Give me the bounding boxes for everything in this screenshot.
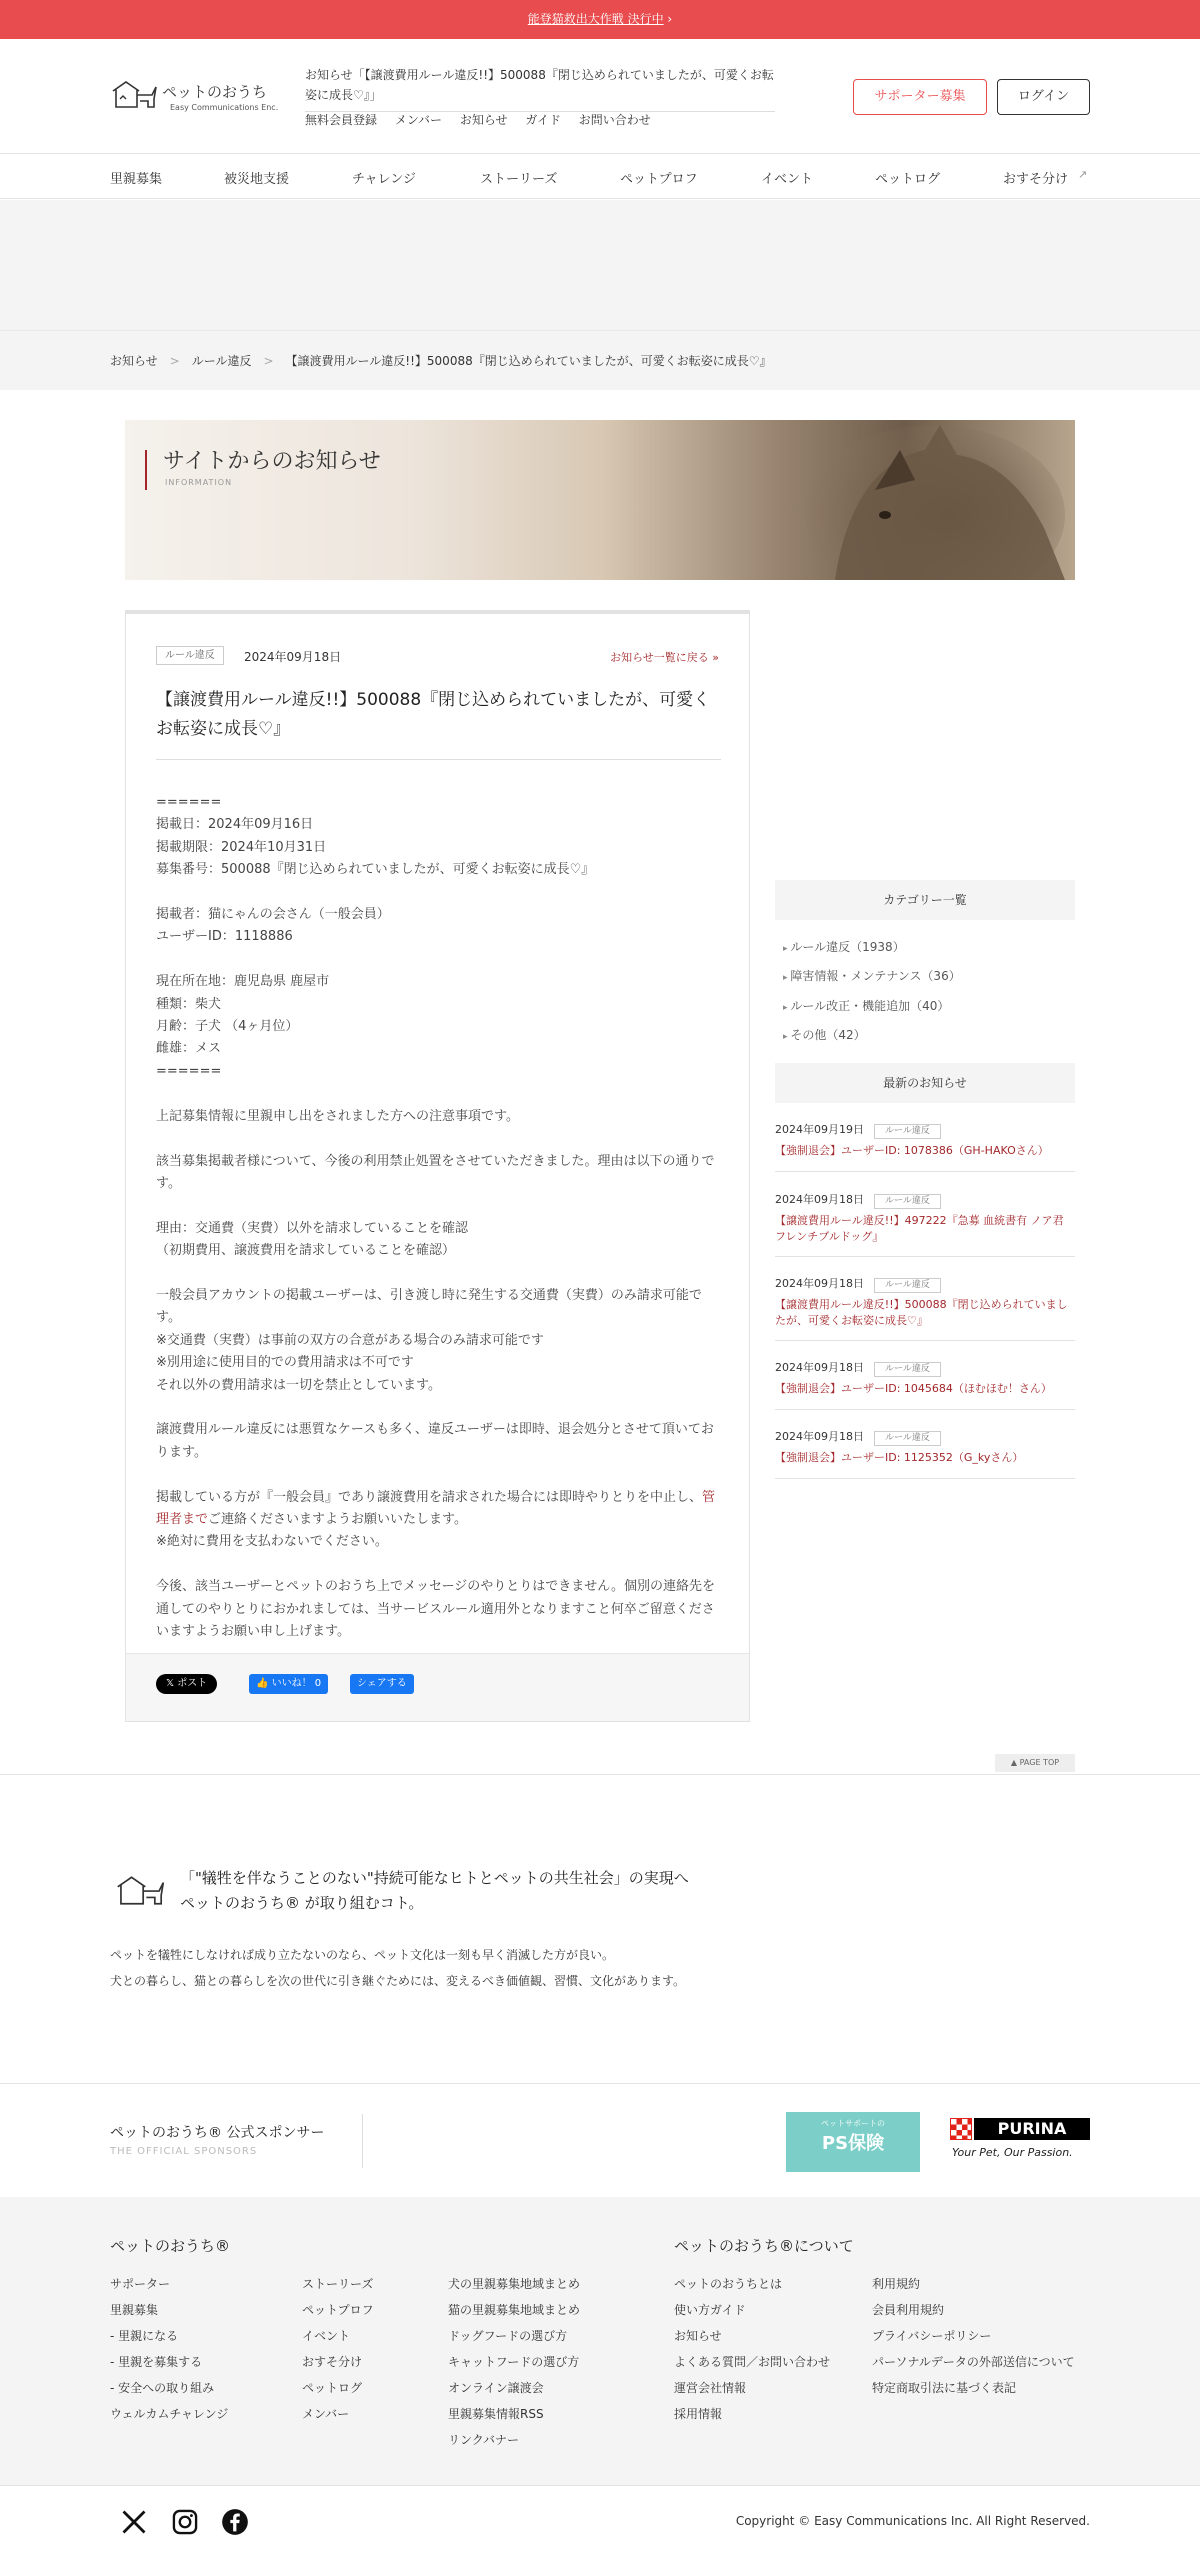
facebook-like-button[interactable]: 👍 いいね！ 0: [249, 1674, 328, 1694]
external-link-icon: ↗: [1078, 168, 1088, 181]
footer-link[interactable]: 特定商取引法に基づく表記: [872, 2381, 1017, 2395]
purina-logo-text: PURINA: [974, 2118, 1090, 2140]
footer-link[interactable]: ストーリーズ: [302, 2277, 374, 2291]
nav-item-disaster[interactable]: 被災地支援: [224, 172, 290, 187]
news-date: 2024年09月18日: [775, 1193, 864, 1206]
facebook-icon[interactable]: [221, 2508, 249, 2536]
article-body-text: ====== 掲載日：2024年09月16日 掲載期限：2024年10月31日 募集番号：500088『閉じ込められていましたが、可愛くお転姿に成長♡』 掲載者：猫にゃんの会さん（一般会員） ユーザーID：1118886 現在所在地：鹿児島県 鹿屋市 種類：柴犬 月齢：子犬 （4ヶ月位） 雌雄：メス ====== 上記募集情報に里親申し出をされました方への注意事項です。 該当募集掲載者様について、今後の利用禁止処置をさせていただきました。理由は以下の通りです。 理由：交通費（実費）以外を請求していることを確認 （初期費用、譲渡費用を請求していることを確認） 一般会員アカウントの掲載ユーザーは、引き渡し時に発生する交通費（実費）のみ請求可能です。 ※交通費（実費）は事前の双方の合意がある場合のみ請求可能です ※別用途に使用目的での費用請求は不可です それ以外の費用請求は一切を禁止としています。 譲渡費用ルール違反には悪質なケースも多く、違反ユーザーは即時、退会処分とさせて頂いております。 掲載している方が『一般会員』であり譲渡費用を請求された場合には即時やりとりを中止し、: [156, 795, 715, 1505]
news-item[interactable]: [775, 1275, 1075, 1341]
news-item[interactable]: [775, 1191, 1075, 1257]
footer-link[interactable]: - 里親を募集する: [110, 2355, 203, 2369]
latest-news-heading: 最新のお知らせ: [775, 1063, 1075, 1103]
ps-logo-small-text: ペットサポートの: [821, 2119, 885, 2128]
mission-text: [110, 1942, 685, 1994]
site-header: [0, 39, 1200, 154]
mission-line-2: ペットのおうち® が取り組むコト。: [180, 1894, 424, 1912]
house-logo-icon: [110, 1872, 170, 1908]
hero-title: サイトからのお知らせ: [163, 449, 381, 474]
breadcrumb-current: 【譲渡費用ルール違反!!】500088『閉じ込められていましたが、可愛くお転姿に成長♡』: [285, 354, 772, 368]
footer-link[interactable]: ペットのおうちとは: [674, 2277, 783, 2291]
footer-column: [110, 2271, 228, 2427]
chevron-right-icon: >: [263, 354, 274, 368]
news-item[interactable]: [775, 1121, 1075, 1172]
footer-link[interactable]: ペットログ: [302, 2381, 363, 2395]
nav-item-challenge[interactable]: チャレンジ: [352, 172, 416, 187]
mission-paragraph: ペットを犠牲にしなければ成り立たないのなら、ペット文化は一刻も早く消滅した方が良い。: [110, 1948, 615, 1962]
footer-link[interactable]: - 安全への取り組み: [110, 2381, 215, 2395]
article: [125, 610, 750, 1722]
nav-item-petlog[interactable]: ペットログ: [875, 172, 941, 187]
footer-link[interactable]: 利用規約: [872, 2277, 921, 2291]
mission-paragraph: 犬との暮らし、猫との暮らしを次の世代に引き継ぐためには、変えるべき価値観、習慣、文化があります。: [110, 1974, 686, 1988]
hero-accent-line: [145, 450, 147, 490]
footer-column: [872, 2271, 1075, 2401]
breadcrumb: [0, 330, 1200, 390]
footer-column: [302, 2271, 374, 2427]
news-tag: ルール違反: [874, 1278, 941, 1293]
nav-item-adoption[interactable]: 里親募集: [110, 172, 163, 187]
purina-tagline: Your Pet, Our Passion.: [952, 2146, 1073, 2159]
ps-insurance-logo[interactable]: [786, 2112, 920, 2172]
footer-link[interactable]: 里親募集: [110, 2303, 159, 2317]
footer-column: [674, 2271, 830, 2427]
logo-title: ペットのおうち: [162, 83, 268, 101]
announcement-bar[interactable]: [0, 0, 1200, 39]
x-post-button[interactable]: 𝕏 ポスト: [156, 1674, 217, 1694]
category-link[interactable]: ▸ ルール改正・機能追加（40）: [783, 997, 949, 1014]
mission-line-1: 「"犠牲を伴なうことのない"持続可能なヒトとペットの共生社会」の実現へ: [180, 1869, 689, 1887]
footer-link[interactable]: メンバー: [302, 2407, 350, 2421]
footer-column: [448, 2271, 580, 2453]
footer-link[interactable]: サポーター: [110, 2277, 171, 2291]
footer-heading: ペットのおうち®について: [674, 2237, 854, 2255]
news-tag: ルール違反: [874, 1362, 941, 1377]
breadcrumb-category[interactable]: ルール違反: [191, 354, 252, 368]
article-title: 【譲渡費用ルール違反!!】500088『閉じ込められていましたが、可愛くお転姿に成長♡』: [156, 690, 711, 739]
breadcrumb-news[interactable]: お知らせ: [110, 354, 158, 368]
supporter-button[interactable]: サポーター募集: [853, 79, 987, 115]
login-button[interactable]: ログイン: [997, 79, 1090, 115]
ad-area: [0, 200, 1200, 330]
header-link-contact[interactable]: お問い合わせ: [578, 113, 651, 127]
header-link-guide[interactable]: ガイド: [525, 113, 561, 127]
x-icon[interactable]: [120, 2508, 148, 2536]
news-item[interactable]: [775, 1428, 1075, 1479]
category-link[interactable]: ▸ 障害情報・メンテナンス（36）: [783, 967, 961, 984]
article-body-text-2: ご連絡くださいますようお願いいたします。 ※絶対に費用を支払わないでください。 今後、該当ユーザーとペットのおうち上でメッセージのやりとりはできません。個別の連絡先を通してのやりとりにおかれましては、当サービスルール適用外となりますこと何卒ご留意くださいますようお願い申し上げます。: [156, 1512, 716, 1640]
footer-link[interactable]: ペットプロフ: [302, 2303, 374, 2317]
share-bar: [126, 1653, 749, 1721]
footer-link[interactable]: 猫の里親募集地域まとめ: [448, 2303, 581, 2317]
sponsor-section: [0, 2083, 1200, 2197]
footer-link[interactable]: イベント: [302, 2329, 351, 2343]
footer-link[interactable]: 採用情報: [674, 2407, 723, 2421]
footer-link[interactable]: おすそ分け: [302, 2355, 363, 2369]
footer-link[interactable]: 運営会社情報: [674, 2381, 747, 2395]
chevron-right-icon: >: [169, 354, 180, 368]
footer-link[interactable]: - 里親になる: [110, 2329, 179, 2343]
footer-link[interactable]: よくある質問／お問い合わせ: [674, 2355, 831, 2369]
header-link-register[interactable]: 無料会員登録: [305, 113, 378, 127]
divider: [0, 1774, 1200, 1775]
news-title[interactable]: 【譲渡費用ルール違反!!】497222『急募 血統書有 ノア君 フレンチブルドッグ』: [775, 1214, 1064, 1243]
footer-link[interactable]: 会員利用規約: [872, 2303, 945, 2317]
divider: [156, 759, 721, 760]
article-category-tag[interactable]: ルール違反: [156, 646, 224, 665]
nav-item-stories[interactable]: ストーリーズ: [480, 172, 558, 187]
news-tag: ルール違反: [874, 1194, 941, 1209]
news-title[interactable]: 【強制退会】ユーザーID: 1078386（GH-HAKOさん）: [775, 1144, 1049, 1157]
footer-link[interactable]: ドッグフードの選び方: [448, 2329, 568, 2343]
news-title[interactable]: 【譲渡費用ルール違反!!】500088『閉じ込められていましたが、可愛くお転姿に成長♡』: [775, 1298, 1068, 1327]
article-body: [156, 792, 721, 1643]
header-link-members[interactable]: メンバー: [394, 113, 443, 127]
news-date: 2024年09月18日: [775, 1430, 864, 1443]
logo-subtitle: Easy Communications Enc.: [170, 103, 279, 112]
nav-item-petprof[interactable]: ペットプロフ: [620, 172, 698, 187]
footer-link[interactable]: 犬の里親募集地域まとめ: [448, 2277, 581, 2291]
site-logo[interactable]: [110, 77, 285, 117]
nav-item-share[interactable]: おすそ分け: [1003, 172, 1069, 187]
house-logo-icon: [110, 77, 158, 111]
footer-link[interactable]: 里親募集情報RSS: [448, 2407, 544, 2421]
page-hero: [125, 420, 1075, 580]
divider: [362, 2114, 363, 2168]
ps-logo-text: PS保険: [821, 2133, 885, 2154]
news-title[interactable]: 【強制退会】ユーザーID: 1125352（G_kyさん）: [775, 1451, 1024, 1464]
footer-link[interactable]: キャットフードの選び方: [448, 2355, 580, 2369]
cat-photo: [725, 420, 1075, 580]
instagram-icon[interactable]: [171, 2508, 199, 2536]
nav-item-event[interactable]: イベント: [761, 172, 814, 187]
footer-link[interactable]: リンクバナー: [448, 2433, 520, 2447]
facebook-share-button[interactable]: シェアする: [350, 1674, 414, 1694]
footer-link[interactable]: ウェルカムチャレンジ: [110, 2407, 229, 2421]
footer-link[interactable]: プライバシーポリシー: [872, 2329, 992, 2343]
article-date: 2024年09月18日: [244, 650, 342, 664]
admin-contact-link[interactable]: 管理者まで: [156, 1489, 716, 1527]
footer-link[interactable]: パーソナルデータの外部送信について: [872, 2355, 1075, 2369]
news-item[interactable]: [775, 1359, 1075, 1410]
footer-heading: ペットのおうち®: [110, 2237, 231, 2255]
sponsor-subtitle: THE OFFICIAL SPONSORS: [110, 2146, 258, 2157]
announcement-link[interactable]: 能登猫救出大作戦 決行中: [527, 12, 664, 26]
header-links: [305, 111, 665, 128]
back-to-list-link[interactable]: お知らせ一覧に戻る »: [610, 651, 719, 664]
category-link[interactable]: ▸ その他（42）: [783, 1026, 866, 1043]
header-notice[interactable]: お知らせ「【譲渡費用ルール違反!!】500088『閉じ込められていましたが、可愛くお転姿に成長♡』」: [305, 65, 775, 112]
chevron-right-icon: ›: [667, 12, 673, 26]
copyright: Copyright © Easy Communications Inc. All Right Reserved.: [735, 2514, 1090, 2528]
news-date: 2024年09月18日: [775, 1361, 864, 1374]
mission-title: [180, 1866, 689, 1916]
checkerboard-icon: [950, 2118, 972, 2140]
sponsor-title: ペットのおうち® 公式スポンサー: [110, 2125, 325, 2141]
footer-link[interactable]: オンライン譲渡会: [448, 2381, 544, 2395]
hero-subtitle: INFORMATION: [165, 478, 233, 487]
category-link[interactable]: ▸ ルール違反（1938）: [783, 938, 905, 955]
header-link-news[interactable]: お知らせ: [459, 113, 508, 127]
page-top-button[interactable]: ▲ PAGE TOP: [995, 1754, 1075, 1772]
category-heading: カテゴリー一覧: [775, 880, 1075, 920]
main-nav: [0, 155, 1200, 199]
site-footer: [0, 2197, 1200, 2485]
bottom-bar: [0, 2485, 1200, 2555]
news-date: 2024年09月19日: [775, 1123, 864, 1136]
purina-logo[interactable]: [950, 2118, 1090, 2168]
footer-link[interactable]: 使い方ガイド: [674, 2303, 746, 2317]
news-title[interactable]: 【強制退会】ユーザーID: 1045684（ほむほむ！さん）: [775, 1382, 1052, 1395]
news-tag: ルール違反: [874, 1124, 941, 1139]
news-tag: ルール違反: [874, 1431, 941, 1446]
news-date: 2024年09月18日: [775, 1277, 864, 1290]
footer-link[interactable]: お知らせ: [674, 2329, 722, 2343]
